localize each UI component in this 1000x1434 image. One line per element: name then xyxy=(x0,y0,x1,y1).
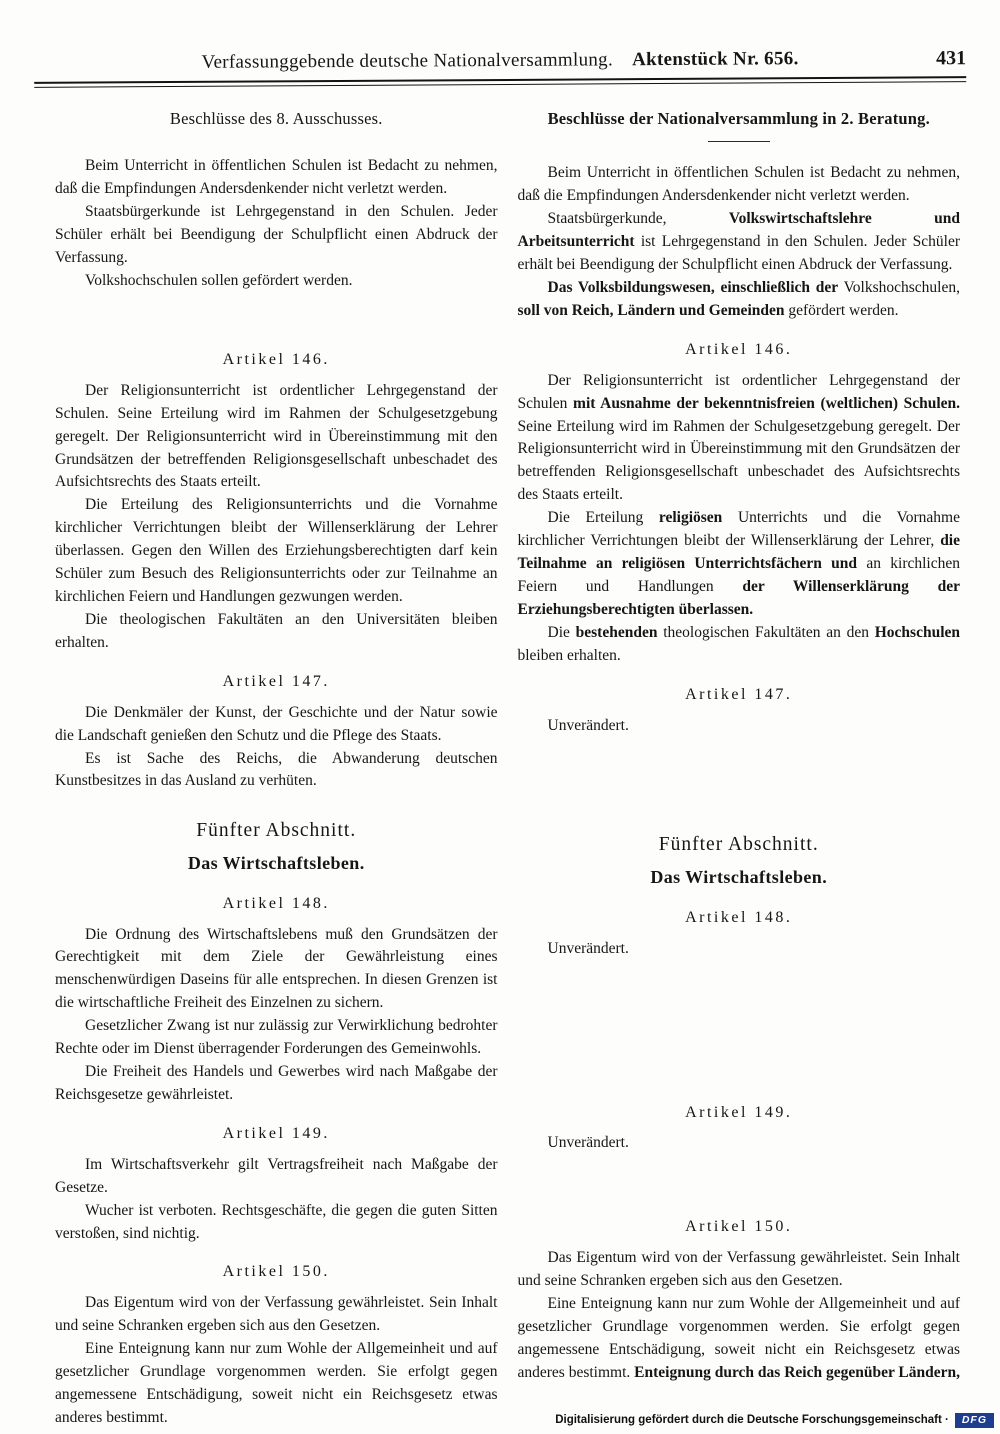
heading-divider xyxy=(708,141,770,142)
right-column-body xyxy=(518,162,961,1384)
body-paragraph xyxy=(55,494,498,609)
text-run: Die Denkmäler der Kunst, der Geschichte und der Natur sowie die Landschaft genießen den Schutz und die Pflege des Staats. xyxy=(55,703,498,744)
emphasized-text: Enteignung durch das Reich gegenüber Ländern, xyxy=(634,1363,961,1381)
article-heading xyxy=(518,1215,961,1239)
text-run: Artikel 148. xyxy=(222,894,330,912)
text-run: Die Erteilung des Religionsunterrichts und die Vornahme kirchlicher Verrichtungen bleibt der Willenserklärung der Lehrer überlassen. Gegen den Willen des Erziehungsberechtigten darf kein Schüler zum Besuch des Religionsunterrichts oder zur Teilnahme an kirchlichen Feiern und Handlungen gezwungen werden. xyxy=(55,496,498,606)
text-run: Seine Erteilung wird im Rahmen der Schulgesetzgebung geregelt. Der Religionsunterricht wird in Übereinstimmung mit den Grundsätzen der betreffenden Religionsgesellschaft unbeschadet des Aufsichtsrechts des Staats erteilt. xyxy=(517,417,960,504)
right-column-heading: Beschlüsse der Nationalversammlung in 2. Beratung. xyxy=(547,109,930,128)
text-run: Es ist Sache des Reichs, die Abwanderung deutschen Kunstbesitzes in das Ausland zu verhüten. xyxy=(55,749,498,790)
emphasized-text: Volkswirtschaftslehre und Arbeitsunterricht xyxy=(517,210,960,251)
body-paragraph xyxy=(55,924,498,1016)
body-paragraph xyxy=(518,1293,961,1385)
text-run: Artikel 149. xyxy=(685,1103,793,1121)
text-run: Fünfter Abschnitt. xyxy=(658,834,819,856)
text-run: Volkshochschulen, xyxy=(838,279,960,297)
article-heading xyxy=(518,906,961,930)
column-spacer xyxy=(55,293,498,333)
body-paragraph xyxy=(518,370,961,508)
body-paragraph xyxy=(55,1061,498,1107)
text-run: ist Lehrgegenstand in den Schulen. Jeder Schüler erhält bei Beendigung der Schulpflicht einen Abdruck der Verfassung. xyxy=(517,233,960,274)
article-heading xyxy=(55,348,498,372)
text-run: Der Religionsunterricht ist ordentlicher Lehrgegenstand der Schulen xyxy=(517,371,960,412)
left-column-heading: Beschlüsse des 8. Ausschusses. xyxy=(169,109,383,128)
unchanged-note xyxy=(518,1132,961,1155)
text-run: Staatsbürgerkunde, xyxy=(547,210,729,228)
column-spacer xyxy=(518,1160,961,1200)
text-run: Das Wirtschaftsleben. xyxy=(187,853,365,874)
text-run: Unverändert. xyxy=(547,939,629,957)
body-paragraph xyxy=(55,1015,498,1061)
article-heading xyxy=(518,1101,961,1125)
text-run: Gesetzlicher Zwang ist nur zulässig zur Verwirklichung bedrohter Rechte oder im Dienst überragender Forderungen des Gemeinwohls. xyxy=(55,1017,498,1058)
text-run: Fünfter Abschnitt. xyxy=(196,820,357,842)
body-paragraph xyxy=(55,1154,498,1200)
text-run: Eine Enteignung kann nur zum Wohle der Allgemeinheit und auf gesetzlicher Grundlage vorgenommen werden. Sie erfolgt gegen angemessene Entschädigung, soweit nicht ein Reichsgesetz etwas anderes bestimmt. xyxy=(517,1294,960,1381)
column-right xyxy=(518,101,961,1430)
text-run: Die Erteilung xyxy=(547,509,659,527)
column-spacer xyxy=(518,966,961,1086)
text-run: Unverändert. xyxy=(547,1134,629,1152)
two-column-body xyxy=(0,85,1000,1430)
left-column-body xyxy=(55,155,498,1429)
emphasized-text: religiösen xyxy=(658,509,723,527)
text-run: gefördert werden. xyxy=(784,302,899,320)
text-run: Artikel 149. xyxy=(222,1125,330,1143)
text-run: Der Religionsunterricht ist ordentlicher Lehrgegenstand der Schulen. Seine Erteilung wird im Rahmen der Schulgesetzgebung geregelt. Der Religionsunterricht wird in Übereinstimmung mit den Grundsätzen der betreffenden Religionsgesellschaft unbeschadet des Aufsichtsrechts des Staats erteilt. xyxy=(55,381,498,491)
body-paragraph xyxy=(518,1247,961,1293)
section-heading xyxy=(518,831,961,860)
body-paragraph xyxy=(518,162,961,208)
text-run: Unterrichts und die Vornahme kirchlicher Verrichtungen bleibt der Willenserklärung der Lehrer, xyxy=(517,509,960,550)
text-run: Artikel 146. xyxy=(685,340,793,358)
text-run: Artikel 148. xyxy=(685,908,793,926)
text-run: Die theologischen Fakultäten an den Universitäten bleiben erhalten. xyxy=(55,611,498,652)
emphasized-text: der Willenserklärung der Erziehungsberechtigten überlassen. xyxy=(517,578,961,619)
article-heading xyxy=(55,1122,498,1146)
digitization-credit: Digitalisierung gefördert durch die Deutsche Forschungsgemeinschaft · xyxy=(555,1414,949,1427)
body-paragraph xyxy=(518,507,961,622)
text-run: Volkshochschulen sollen gefördert werden. xyxy=(85,272,353,290)
article-heading xyxy=(55,670,498,694)
emphasized-text: soll von Reich, Ländern und Gemeinden xyxy=(517,302,785,320)
body-paragraph xyxy=(55,201,498,270)
section-subheading xyxy=(518,864,961,891)
masthead xyxy=(0,47,1000,75)
column-spacer xyxy=(518,742,961,807)
text-run: Artikel 147. xyxy=(222,672,330,690)
body-paragraph xyxy=(518,277,961,323)
text-run: Unverändert. xyxy=(547,716,629,734)
emphasized-text: die Teilnahme an religiösen Unterrichtsfächern und xyxy=(517,532,960,573)
emphasized-text: Das Volksbildungswesen, einschließlich der xyxy=(547,279,839,297)
body-paragraph xyxy=(55,155,498,201)
body-paragraph xyxy=(55,1338,498,1430)
text-run: Die Freiheit des Handels und Gewerbes wird nach Maßgabe der Reichsgesetze gewährleistet. xyxy=(55,1063,498,1104)
dfg-logo: DFG xyxy=(955,1413,994,1429)
article-heading xyxy=(518,683,961,707)
text-run: Das Wirtschaftsleben. xyxy=(650,867,828,888)
page-header xyxy=(0,0,1000,88)
text-run: Beim Unterricht in öffentlichen Schulen ist Bedacht zu nehmen, daß die Empfindungen Andersdenkender nicht verletzt werden. xyxy=(55,157,498,198)
body-paragraph xyxy=(55,609,498,655)
text-run: Die xyxy=(547,623,576,641)
unchanged-note xyxy=(518,715,961,738)
text-run: Die Ordnung des Wirtschaftslebens muß den Grundsätzen der Gerechtigkeit mit dem Ziele der Gewährleistung eines menschenwürdigen Daseins für alle entsprechen. In diesen Grenzen ist die wirtschaftliche Freiheit des Einzelnen zu sichern. xyxy=(55,925,498,1012)
text-run: Artikel 146. xyxy=(222,351,330,369)
text-run: Beim Unterricht in öffentlichen Schulen ist Bedacht zu nehmen, daß die Empfindungen Andersdenkender nicht verletzt werden. xyxy=(517,164,960,205)
body-paragraph xyxy=(55,380,498,495)
text-run: Wucher ist verboten. Rechtsgeschäfte, die gegen die guten Sitten verstoßen, sind nichtig. xyxy=(55,1201,498,1242)
text-run: Artikel 150. xyxy=(685,1218,793,1236)
emphasized-text: bestehenden xyxy=(575,623,658,641)
text-run: bleiben erhalten. xyxy=(517,646,621,664)
body-paragraph xyxy=(55,1200,498,1246)
emphasized-text: Hochschulen xyxy=(874,623,960,641)
text-run: an kirchlichen Feiern und Handlungen xyxy=(517,555,960,596)
column-left xyxy=(55,101,498,1430)
page-footer xyxy=(555,1413,994,1429)
unchanged-note xyxy=(518,938,961,961)
masthead-title: Verfassunggebende deutsche Nationalversammlung. xyxy=(201,49,614,73)
text-run: Staatsbürgerkunde ist Lehrgegenstand in den Schulen. Jeder Schüler erhält bei Beendigung der Schulpflicht einen Abdruck der Verfassung. xyxy=(55,203,498,267)
text-run: Artikel 147. xyxy=(685,685,793,703)
body-paragraph xyxy=(55,702,498,748)
body-paragraph xyxy=(55,748,498,794)
body-paragraph xyxy=(55,270,498,293)
text-run: theologischen Fakultäten an den xyxy=(657,623,875,641)
body-paragraph xyxy=(518,622,961,668)
emphasized-text: mit Ausnahme der bekenntnisfreien (weltlichen) Schulen. xyxy=(573,394,961,412)
section-heading xyxy=(55,817,498,846)
body-paragraph xyxy=(518,208,961,277)
body-paragraph xyxy=(55,1292,498,1338)
article-heading xyxy=(55,1260,498,1284)
text-run: Das Eigentum wird von der Verfassung gewährleistet. Sein Inhalt und seine Schranken ergeben sich aus den Gesetzen. xyxy=(517,1248,960,1289)
section-subheading xyxy=(55,850,498,877)
text-run: Artikel 150. xyxy=(222,1263,330,1281)
article-heading xyxy=(55,892,498,916)
text-run: Im Wirtschaftsverkehr gilt Vertragsfreiheit nach Maßgabe der Gesetze. xyxy=(55,1155,498,1196)
issue-label: Aktenstück Nr. 656. xyxy=(632,48,799,71)
text-run: Eine Enteignung kann nur zum Wohle der Allgemeinheit und auf gesetzlicher Grundlage vorgenommen werden. Sie erfolgt gegen angemessene Entschädigung, soweit nicht ein Reichsgesetz etwas anderes bestimmt. xyxy=(55,1340,498,1426)
text-run: Das Eigentum wird von der Verfassung gewährleistet. Sein Inhalt und seine Schranken ergeben sich aus den Gesetzen. xyxy=(55,1294,498,1335)
article-heading xyxy=(518,338,961,362)
page-number: 431 xyxy=(936,47,967,70)
